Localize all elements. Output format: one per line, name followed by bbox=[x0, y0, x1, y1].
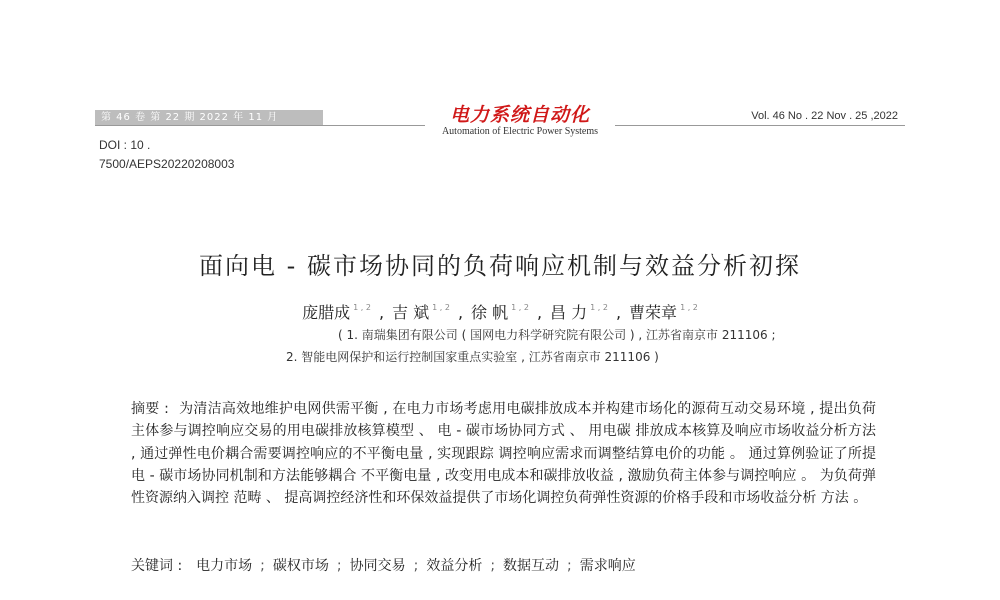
author bbox=[302, 303, 371, 322]
journal-logo bbox=[430, 104, 610, 138]
author-affiliation-mark: 1 , 2 bbox=[680, 303, 698, 312]
author-affiliation-mark: 1 , 2 bbox=[511, 303, 529, 312]
journal-name-en: Automation of Electric Power Systems bbox=[441, 126, 599, 137]
keyword-separator: ; bbox=[413, 558, 419, 574]
keyword: 电力市场 bbox=[196, 558, 253, 574]
abstract-text: 为清洁高效地维护电网供需平衡 , 在电力市场考虑用电碳排放成本并构建市场化的源荷互动交易环境 , 提出负荷主体参与调控响应交易的用电碳排放核算模型 、 电 - 碳市场协同方式 、 用电碳 排放成本核算及响应市场收益分析方法 , 通过弹性电价耦合需要调控响应的不平衡电量 , 实现跟踪 调控响应需求而调整结算电价的功能 。 通过算例验证了所提电 - 碳市场协同机制和方法能够耦合 不平衡电量 , 改变用电成本和碳排放收益 , 激励负荷主体参与调控响应 。 为负荷弹性资源纳入调控 范畴 、 提高调控经济性和环保效益提供了市场化调控负荷弹性资源的价格手段和市场收益分析 方法 。 bbox=[131, 401, 877, 507]
keyword-separator: ; bbox=[567, 558, 572, 574]
author bbox=[471, 303, 529, 322]
author bbox=[392, 303, 450, 322]
keyword-separator: ; bbox=[260, 558, 265, 574]
paper-title: 面向电 - 碳市场协同的负荷响应机制与效益分析初探 bbox=[199, 252, 801, 280]
doi-line-1: DOI : 10 . bbox=[99, 138, 151, 152]
abstract-label: 摘要 : bbox=[131, 401, 169, 417]
author-separator: , bbox=[615, 303, 622, 322]
keyword-separator: ; bbox=[336, 558, 342, 574]
author bbox=[550, 303, 608, 322]
author-affiliation-mark: 1 , 2 bbox=[353, 303, 371, 312]
author-separator: , bbox=[536, 303, 543, 322]
issue-info-cn: 第 46 卷 第 22 期 2022 年 11 月 bbox=[95, 110, 323, 126]
keyword-separator: ; bbox=[490, 558, 496, 574]
keywords-label: 关键词 : bbox=[131, 558, 183, 574]
author-name: 庞腊成 bbox=[302, 303, 351, 322]
issue-info-en: Vol. 46 No . 22 Nov . 25 ,2022 bbox=[751, 110, 898, 122]
author-name: 徐 帆 bbox=[471, 303, 509, 322]
affiliation-2: 2. 智能电网保护和运行控制国家重点实验室 , 江苏省南京市 211106 ) bbox=[286, 350, 659, 364]
doi-line-2: 7500/AEPS20220208003 bbox=[99, 157, 235, 171]
keyword: 碳权市场 bbox=[272, 558, 329, 574]
header-rule-right bbox=[615, 125, 905, 126]
author-name: 吉 斌 bbox=[392, 303, 430, 322]
affiliation-1: ( 1. 南瑞集团有限公司 ( 国网电力科学研究院有限公司 ) , 江苏省南京市 211106 ; bbox=[338, 328, 776, 342]
keywords bbox=[131, 555, 636, 575]
author-affiliation-mark: 1 , 2 bbox=[590, 303, 608, 312]
keyword: 数据互动 bbox=[503, 558, 560, 574]
author-name: 曹荣章 bbox=[629, 303, 678, 322]
author-name: 昌 力 bbox=[550, 303, 588, 322]
keyword: 需求响应 bbox=[579, 558, 636, 574]
journal-name-cn: 电力系统自动化 bbox=[449, 104, 590, 126]
author-affiliation-mark: 1 , 2 bbox=[432, 303, 450, 312]
keyword: 效益分析 bbox=[426, 558, 483, 574]
header-rule-left bbox=[95, 125, 425, 126]
keyword: 协同交易 bbox=[349, 558, 406, 574]
doi-block bbox=[99, 136, 234, 174]
author bbox=[629, 303, 698, 322]
author-separator: , bbox=[457, 303, 464, 322]
abstract bbox=[131, 398, 876, 509]
author-separator: , bbox=[378, 303, 385, 322]
author-list bbox=[0, 300, 1000, 323]
